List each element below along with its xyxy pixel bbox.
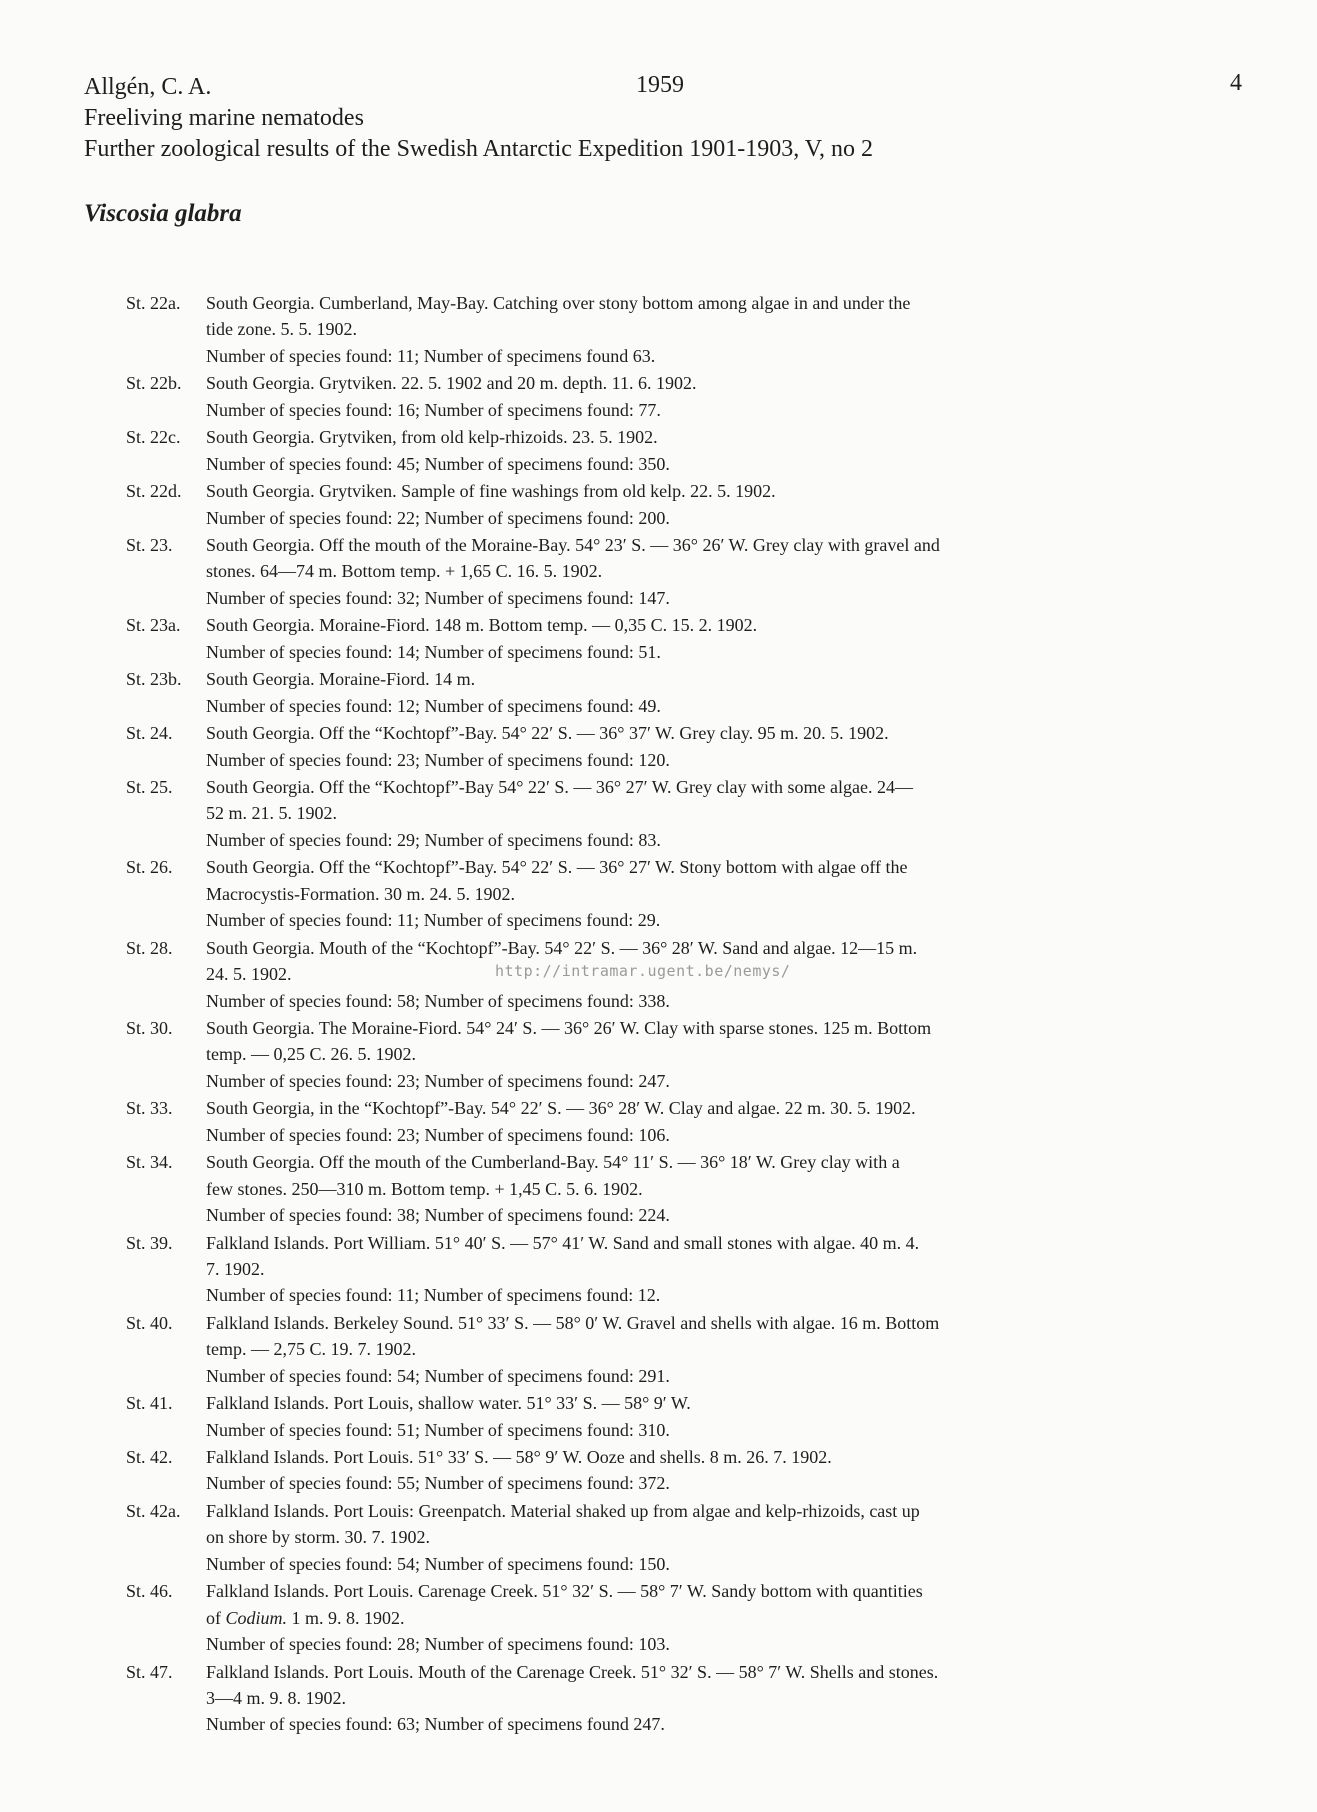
station-label: St. 23b. bbox=[126, 669, 182, 690]
station-entry bbox=[126, 1498, 1186, 1577]
station-counts: Number of species found: 16; Number of specimens found: 77. bbox=[206, 399, 661, 420]
station-entry bbox=[126, 854, 1186, 933]
station-counts: Number of species found: 22; Number of specimens found: 200. bbox=[206, 507, 670, 528]
station-label: St. 34. bbox=[126, 1152, 173, 1173]
station-description: South Georgia. Grytviken, from old kelp-rhizoids. 23. 5. 1902. bbox=[206, 427, 658, 448]
station-counts: Number of species found: 38; Number of specimens found: 224. bbox=[206, 1205, 670, 1226]
station-entry bbox=[126, 1149, 1186, 1228]
species-name: Viscosia glabra bbox=[84, 200, 242, 227]
station-counts: Number of species found: 55; Number of specimens found: 372. bbox=[206, 1473, 670, 1494]
station-description: South Georgia. Mouth of the “Kochtopf”-Bay. 54° 22′ S. — 36° 28′ W. Sand and algae. 12—15 m. bbox=[206, 937, 918, 958]
station-description-continued bbox=[126, 1605, 1186, 1631]
station-entry bbox=[126, 720, 1186, 773]
station-description-continued: 3—4 m. 9. 8. 1902. bbox=[206, 1688, 347, 1708]
station-entry bbox=[126, 290, 1186, 369]
station-description-suffix: 1 m. 9. 8. 1902. bbox=[287, 1607, 405, 1628]
station-entry bbox=[126, 424, 1186, 477]
station-counts: Number of species found: 51; Number of specimens found: 310. bbox=[206, 1419, 670, 1440]
station-description-continued: temp. — 2,75 C. 19. 7. 1902. bbox=[206, 1339, 416, 1360]
station-description: South Georgia. Cumberland, May-Bay. Catching over stony bottom among algae in and under the bbox=[206, 293, 911, 313]
station-description: South Georgia. Moraine-Fiord. 148 m. Bottom temp. — 0,35 C. 15. 2. 1902. bbox=[206, 615, 758, 636]
station-description-continued: 24. 5. 1902. bbox=[206, 964, 292, 985]
station-entry bbox=[126, 1444, 1186, 1497]
station-description: Falkland Islands. Port William. 51° 40′ S. — 57° 41′ W. Sand and small stones with algae. 40 m. 4. bbox=[206, 1232, 920, 1253]
station-description-continued: tide zone. 5. 5. 1902. bbox=[206, 319, 357, 340]
station-description: South Georgia. Off the “Kochtopf”-Bay. 54° 22′ S. — 36° 37′ W. Grey clay. 95 m. 20. 5. 1902. bbox=[206, 723, 889, 744]
station-description-continued: 52 m. 21. 5. 1902. bbox=[206, 803, 338, 824]
station-label: St. 41. bbox=[126, 1393, 173, 1414]
station-counts: Number of species found: 54; Number of specimens found: 291. bbox=[206, 1365, 670, 1386]
station-description-continued: on shore by storm. 30. 7. 1902. bbox=[206, 1527, 430, 1548]
station-counts: Number of species found: 63; Number of specimens found 247. bbox=[206, 1714, 665, 1735]
station-entry bbox=[126, 532, 1186, 611]
station-entry bbox=[126, 1230, 1186, 1309]
station-label: St. 42. bbox=[126, 1447, 173, 1468]
station-entry bbox=[126, 1578, 1186, 1657]
station-entry bbox=[126, 478, 1186, 531]
station-description: South Georgia, in the “Kochtopf”-Bay. 54° 22′ S. — 36° 28′ W. Clay and algae. 22 m. 30. 5. 1902. bbox=[206, 1098, 916, 1119]
station-description-continued: few stones. 250—310 m. Bottom temp. + 1,45 C. 5. 6. 1902. bbox=[206, 1178, 643, 1199]
station-description: South Georgia. Moraine-Fiord. 14 m. bbox=[206, 669, 476, 690]
station-entry bbox=[126, 370, 1186, 423]
station-counts: Number of species found: 23; Number of specimens found: 106. bbox=[206, 1124, 670, 1145]
station-label: St. 23a. bbox=[126, 615, 181, 636]
station-label: St. 23. bbox=[126, 535, 173, 556]
station-counts: Number of species found: 58; Number of specimens found: 338. bbox=[206, 990, 670, 1011]
station-description: Falkland Islands. Port Louis. Mouth of the Carenage Creek. 51° 32′ S. — 58° 7′ W. Shells and stones. bbox=[206, 1661, 939, 1682]
publication-series: Further zoological results of the Swedish Antarctic Expedition 1901-1903, V, no 2 bbox=[84, 136, 873, 162]
station-label: St. 40. bbox=[126, 1312, 173, 1333]
station-description: South Georgia. Off the “Kochtopf”-Bay. 54° 22′ S. — 36° 27′ W. Stony bottom with algae off the bbox=[206, 857, 908, 878]
station-description-prefix: of bbox=[206, 1607, 226, 1628]
genus-name: Codium. bbox=[225, 1607, 288, 1628]
station-description-continued: 7. 1902. bbox=[206, 1258, 265, 1279]
station-description-continued: Macrocystis-Formation. 30 m. 24. 5. 1902. bbox=[206, 883, 515, 904]
station-entry bbox=[126, 1015, 1186, 1094]
station-description: South Georgia. Grytviken. 22. 5. 1902 and 20 m. depth. 11. 6. 1902. bbox=[206, 373, 697, 394]
station-counts: Number of species found: 11; Number of specimens found: 12. bbox=[206, 1285, 661, 1306]
station-label: St. 30. bbox=[126, 1018, 173, 1038]
station-entry bbox=[126, 1390, 1186, 1443]
station-counts: Number of species found: 12; Number of specimens found: 49. bbox=[206, 695, 661, 716]
station-counts: Number of species found: 54; Number of specimens found: 150. bbox=[206, 1553, 670, 1574]
station-description: South Georgia. Grytviken. Sample of fine washings from old kelp. 22. 5. 1902. bbox=[206, 481, 776, 502]
station-description-continued: temp. — 0,25 C. 26. 5. 1902. bbox=[206, 1044, 416, 1065]
station-label: St. 22d. bbox=[126, 481, 182, 502]
station-label: St. 26. bbox=[126, 857, 173, 878]
station-description: South Georgia. Off the mouth of the Moraine-Bay. 54° 23′ S. — 36° 26′ W. Grey clay with gravel and bbox=[206, 535, 940, 556]
station-counts: Number of species found: 11; Number of specimens found: 29. bbox=[206, 910, 661, 931]
station-entry bbox=[126, 612, 1186, 665]
publication-title: Freeliving marine nematodes bbox=[84, 105, 364, 131]
station-entry bbox=[126, 666, 1186, 719]
page-number: 4 bbox=[1230, 70, 1242, 96]
station-label: St. 39. bbox=[126, 1232, 173, 1253]
station-counts: Number of species found: 23; Number of specimens found: 247. bbox=[206, 1070, 670, 1091]
station-label: St. 25. bbox=[126, 777, 173, 798]
station-label: St. 42a. bbox=[126, 1500, 181, 1521]
station-label: St. 28. bbox=[126, 937, 173, 958]
station-counts: Number of species found: 23; Number of specimens found: 120. bbox=[206, 749, 670, 770]
station-counts: Number of species found: 29; Number of specimens found: 83. bbox=[206, 829, 661, 850]
station-label: St. 22a. bbox=[126, 293, 181, 313]
station-label: St. 22c. bbox=[126, 427, 181, 448]
station-counts: Number of species found: 14; Number of specimens found: 51. bbox=[206, 641, 661, 662]
station-label: St. 22b. bbox=[126, 373, 182, 394]
station-entry bbox=[126, 1310, 1186, 1389]
watermark-url: http://intramar.ugent.be/nemys/ bbox=[495, 962, 791, 980]
station-description: Falkland Islands. Port Louis. 51° 33′ S. — 58° 9′ W. Ooze and shells. 8 m. 26. 7. 1902. bbox=[206, 1447, 832, 1468]
station-label: St. 47. bbox=[126, 1661, 173, 1682]
station-description: South Georgia. The Moraine-Fiord. 54° 24′ S. — 36° 26′ W. Clay with sparse stones. 125 m. Bottom bbox=[206, 1018, 932, 1038]
publication-year: 1959 bbox=[636, 72, 684, 98]
station-label: St. 46. bbox=[126, 1581, 173, 1602]
station-description: Falkland Islands. Port Louis: Greenpatch. Material shaked up from algae and kelp-rhizoids, cast up bbox=[206, 1500, 920, 1521]
station-description: South Georgia. Off the “Kochtopf”-Bay 54° 22′ S. — 36° 27′ W. Grey clay with some algae. 24— bbox=[206, 777, 913, 798]
station-description: Falkland Islands. Port Louis. Carenage Creek. 51° 32′ S. — 58° 7′ W. Sandy bottom with quantities bbox=[206, 1581, 923, 1602]
station-counts: Number of species found: 45; Number of specimens found: 350. bbox=[206, 453, 670, 474]
station-description: Falkland Islands. Berkeley Sound. 51° 33′ S. — 58° 0′ W. Gravel and shells with algae. 16 m. Bottom bbox=[206, 1312, 940, 1333]
station-entry bbox=[126, 774, 1186, 853]
station-description-continued: stones. 64—74 m. Bottom temp. + 1,65 C. 16. 5. 1902. bbox=[206, 561, 603, 582]
station-label: St. 33. bbox=[126, 1098, 173, 1119]
station-entry bbox=[126, 1095, 1186, 1148]
station-description: South Georgia. Off the mouth of the Cumberland-Bay. 54° 11′ S. — 36° 18′ W. Grey clay with a bbox=[206, 1152, 900, 1173]
station-counts: Number of species found: 28; Number of specimens found: 103. bbox=[206, 1634, 670, 1655]
station-counts: Number of species found: 11; Number of specimens found 63. bbox=[206, 345, 656, 366]
station-counts: Number of species found: 32; Number of specimens found: 147. bbox=[206, 587, 670, 608]
station-list bbox=[126, 290, 1186, 1739]
station-description: Falkland Islands. Port Louis, shallow water. 51° 33′ S. — 58° 9′ W. bbox=[206, 1393, 691, 1414]
author: Allgén, C. A. bbox=[84, 74, 212, 100]
station-entry bbox=[126, 1659, 1186, 1738]
station-label: St. 24. bbox=[126, 723, 173, 744]
